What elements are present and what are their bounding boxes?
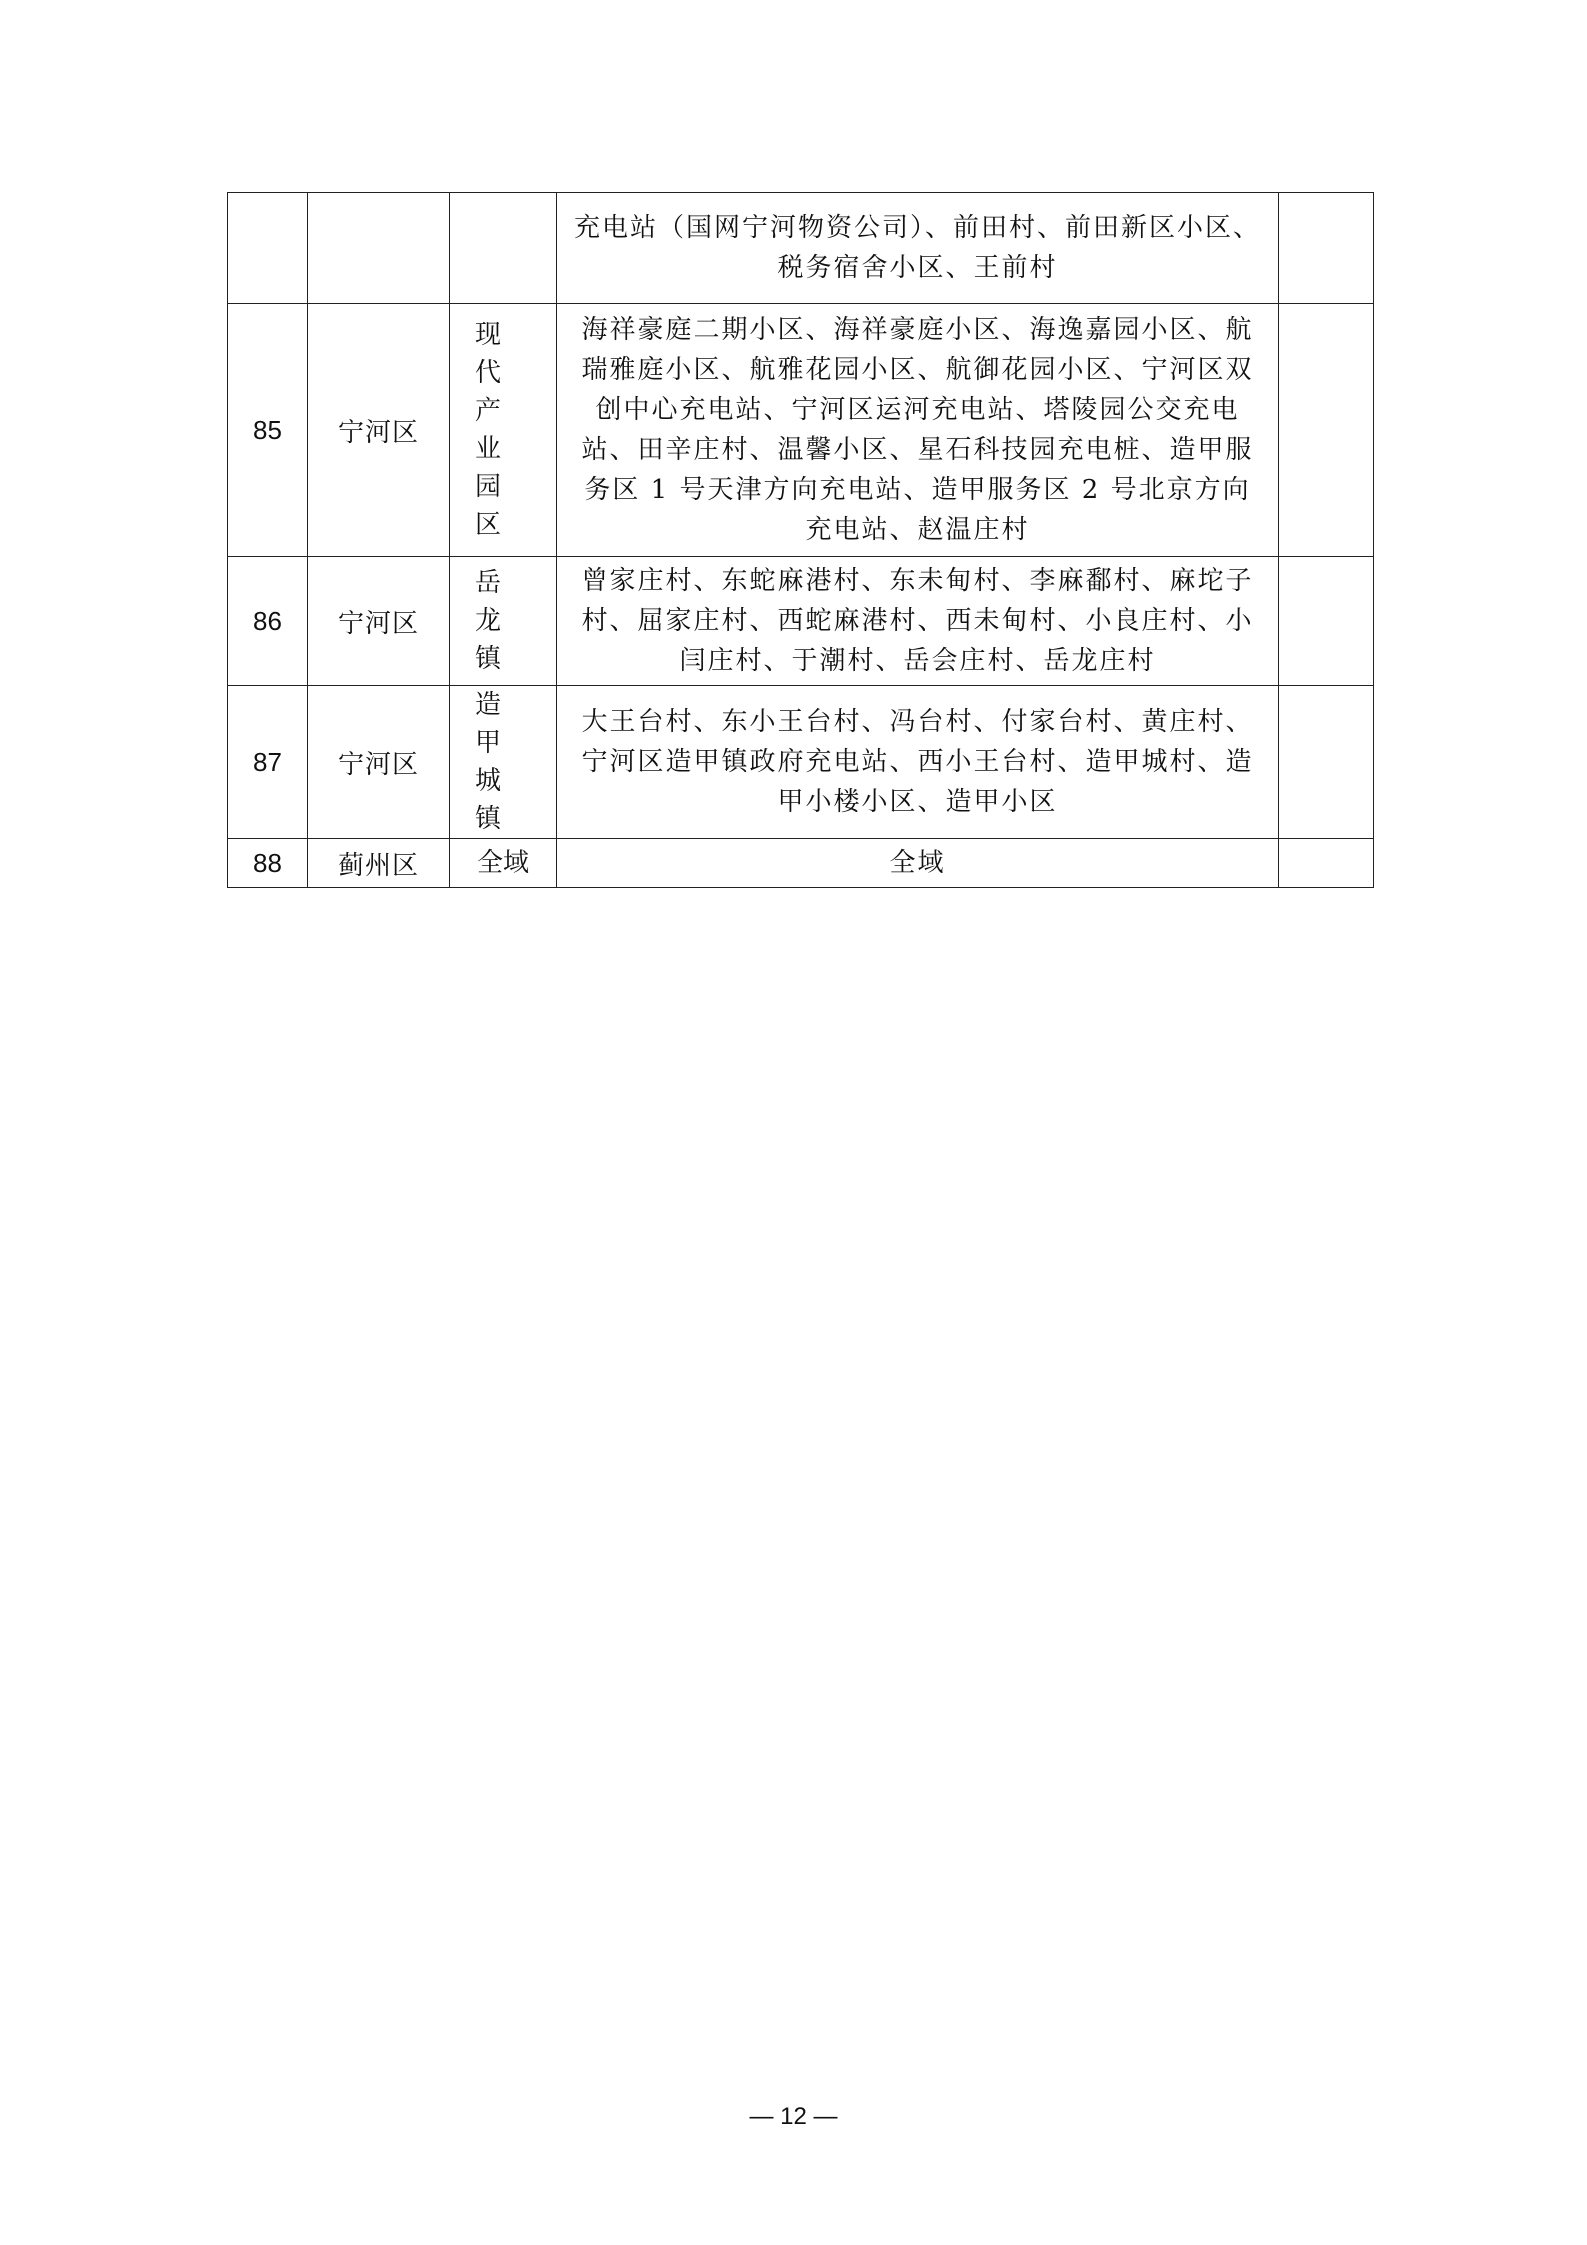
note-cell [1279,304,1374,557]
district-cell: 宁河区 [308,557,450,686]
table-row [228,839,1374,888]
district-cell: 宁河区 [308,304,450,557]
town-cell [450,193,557,304]
coverage-table [227,192,1374,888]
scope-cell: 大王台村、东小王台村、冯台村、付家台村、黄庄村、宁河区造甲镇政府充电站、西小王台村、造甲城村、造甲小楼小区、造甲小区 [557,686,1279,839]
table-row [228,686,1374,839]
scope-cell: 全域 [557,839,1279,888]
district-cell [308,193,450,304]
note-cell [1279,839,1374,888]
town-cell [450,557,557,686]
row-number-cell [228,193,308,304]
table-row [228,557,1374,686]
row-number-cell: 86 [228,557,308,686]
row-number-cell: 87 [228,686,308,839]
town-cell [450,304,557,557]
table-row [228,304,1374,557]
town-cell: 全域 [450,839,557,888]
row-number-cell: 88 [228,839,308,888]
town-text: 现代产业园区 [475,320,506,540]
note-cell [1279,557,1374,686]
scope-cell: 曾家庄村、东蛇麻港村、东未甸村、李麻鄱村、麻坨子村、屈家庄村、西蛇麻港村、西未甸村、小良庄村、小闫庄村、于潮村、岳会庄村、岳龙庄村 [557,557,1279,686]
district-cell: 宁河区 [308,686,450,839]
town-text: 岳龙镇 [475,568,506,674]
town-text: 造甲城镇 [475,690,506,834]
page-number: — 12 — [749,2103,838,2130]
district-cell: 蓟州区 [308,839,450,888]
scope-cell: 海祥豪庭二期小区、海祥豪庭小区、海逸嘉园小区、航瑞雅庭小区、航雅花园小区、航御花园小区、宁河区双创中心充电站、宁河区运河充电站、塔陵园公交充电站、田辛庄村、温馨小区、星石科技园充电桩、造甲服务区 1 号天津方向充电站、造甲服务区 2 号北京方向充电站、赵温庄村 [557,304,1279,557]
note-cell [1279,686,1374,839]
table-row [228,193,1374,304]
scope-cell: 充电站（国网宁河物资公司）、前田村、前田新区小区、税务宿舍小区、王前村 [557,193,1279,304]
row-number-cell: 85 [228,304,308,557]
note-cell [1279,193,1374,304]
town-cell [450,686,557,839]
